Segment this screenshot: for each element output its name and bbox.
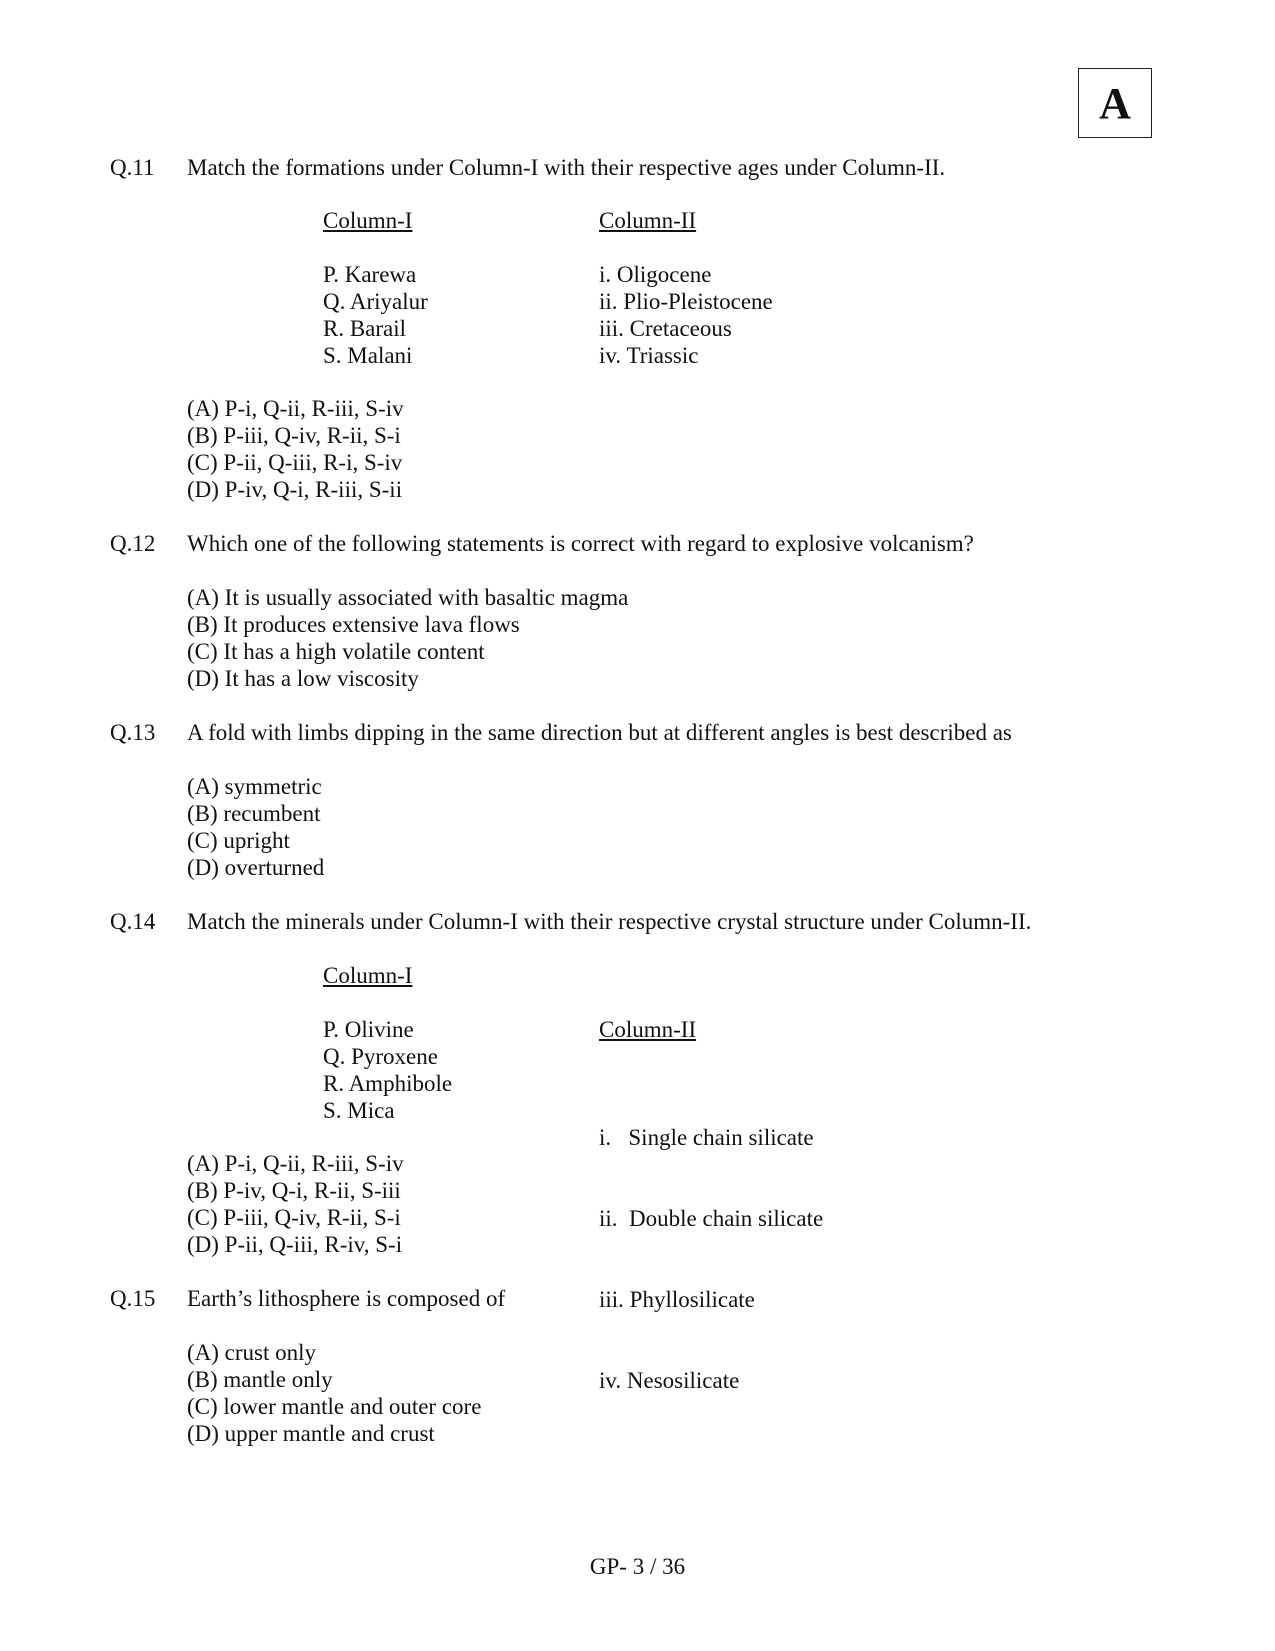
column-ii-item: iv. Nesosilicate	[599, 1368, 740, 1393]
answer-options	[187, 1150, 404, 1258]
option-b: (B) recumbent	[187, 801, 321, 826]
option-d: (D) overturned	[187, 855, 325, 880]
column-i-heading: Column-I	[323, 963, 413, 988]
option-d: (D) P-iv, Q-i, R-iii, S-ii	[187, 477, 403, 502]
column-i-item: S. Mica	[323, 1098, 395, 1123]
column-ii-item: iv. Triassic	[599, 343, 699, 368]
question-number: Q.14	[110, 909, 156, 934]
option-c: (C) upright	[187, 828, 290, 853]
column-i-item: R. Amphibole	[323, 1071, 453, 1096]
page-footer: GP- 3 / 36	[589, 1554, 686, 1579]
column-ii	[599, 207, 773, 369]
question-number: Q.13	[110, 720, 156, 745]
column-ii-item: iii. Cretaceous	[599, 316, 732, 341]
question-text: Earth’s lithosphere is composed of	[187, 1286, 506, 1311]
column-ii-item: i. Single chain silicate	[599, 1125, 814, 1150]
column-ii-item: iii. Phyllosilicate	[599, 1287, 755, 1312]
question-text: Match the formations under Column-I with their respective ages under Column-II.	[187, 155, 946, 180]
column-i-item: S. Malani	[323, 343, 413, 368]
question-text: A fold with limbs dipping in the same direction but at different angles is best described as	[187, 720, 1012, 745]
column-ii-heading: Column-II	[599, 208, 697, 233]
column-ii	[599, 962, 823, 1448]
column-ii-item: ii. Double chain silicate	[599, 1206, 824, 1231]
column-i	[323, 962, 452, 1124]
option-a: (A) crust only	[187, 1340, 317, 1365]
column-i-item: Q. Ariyalur	[323, 289, 428, 314]
question-number: Q.11	[110, 155, 155, 180]
column-i-item: Q. Pyroxene	[323, 1044, 438, 1069]
column-i-heading: Column-I	[323, 208, 413, 233]
option-b: (B) mantle only	[187, 1367, 333, 1392]
option-a: (A) It is usually associated with basaltic magma	[187, 585, 629, 610]
column-i-item: P. Olivine	[323, 1017, 414, 1042]
column-ii-item: i. Oligocene	[599, 262, 712, 287]
option-c: (C) lower mantle and outer core	[187, 1394, 482, 1419]
column-i-item: P. Karewa	[323, 262, 417, 287]
answer-options	[187, 584, 628, 692]
answer-options	[187, 773, 324, 881]
option-b: (B) It produces extensive lava flows	[187, 612, 520, 637]
paper-code-box	[1078, 68, 1152, 138]
column-i-item: R. Barail	[323, 316, 407, 341]
column-i	[323, 207, 428, 369]
option-c: (C) P-iii, Q-iv, R-ii, S-i	[187, 1205, 401, 1230]
column-ii-item: ii. Plio-Pleistocene	[599, 289, 773, 314]
option-a: (A) symmetric	[187, 774, 322, 799]
option-d: (D) upper mantle and crust	[187, 1421, 435, 1446]
question-number: Q.15	[110, 1286, 156, 1311]
column-ii-heading: Column-II	[599, 1017, 697, 1042]
option-c: (C) P-ii, Q-iii, R-i, S-iv	[187, 450, 403, 475]
question-text: Which one of the following statements is correct with regard to explosive volcanism?	[187, 531, 974, 556]
option-a: (A) P-i, Q-ii, R-iii, S-iv	[187, 396, 404, 421]
option-d: (D) It has a low viscosity	[187, 666, 419, 691]
option-b: (B) P-iv, Q-i, R-ii, S-iii	[187, 1178, 401, 1203]
option-b: (B) P-iii, Q-iv, R-ii, S-i	[187, 423, 401, 448]
question-text: Match the minerals under Column-I with their respective crystal structure under Column-II.	[187, 909, 1032, 934]
option-c: (C) It has a high volatile content	[187, 639, 485, 664]
option-a: (A) P-i, Q-ii, R-iii, S-iv	[187, 1151, 404, 1176]
answer-options	[187, 395, 404, 503]
option-d: (D) P-ii, Q-iii, R-iv, S-i	[187, 1232, 403, 1257]
paper-code-letter: A	[1099, 78, 1131, 128]
question-number: Q.12	[110, 531, 156, 556]
answer-options	[187, 1339, 481, 1447]
